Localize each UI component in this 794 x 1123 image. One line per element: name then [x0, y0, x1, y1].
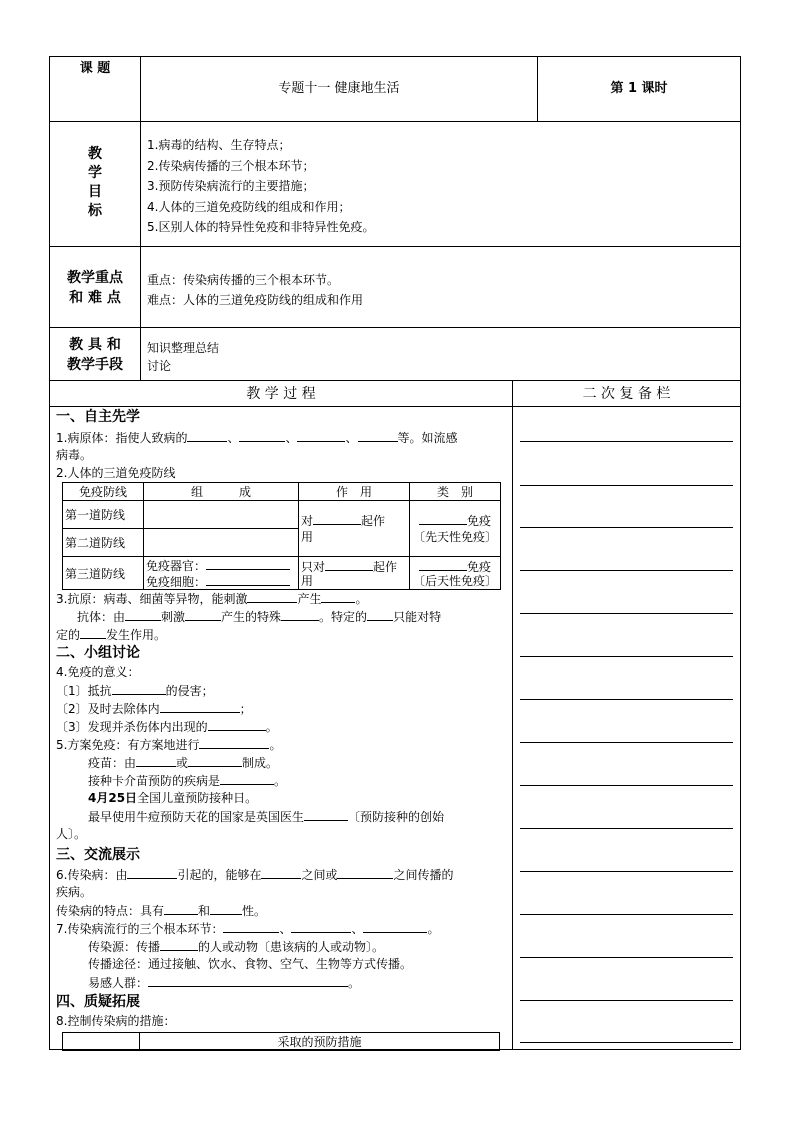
q7-route: 传播途径：通过接触、饮水、食物、空气、生物等方式传播。 [88, 957, 413, 971]
q5-jenner: 最早使用牛痘预防天花的国家是英国医生 〔预防接种的创始 [88, 810, 445, 824]
q4-item: 〔3〕发现并杀伤体内出现的 。 [56, 720, 278, 734]
review-line [520, 914, 733, 915]
defense-row: 第三道防线 免疫器官： 免疫细胞： 只对 起作 用 免疫 〔后天性免疫〕 [63, 557, 501, 590]
q5-line: 5.方案免疫：有方案地进行 。 [56, 738, 282, 752]
q2-title: 2.人体的三道免疫防线 [56, 466, 176, 480]
tools-label: 教 具 和 教学手段 [67, 337, 123, 373]
review-line [520, 441, 733, 442]
topic-title: 专题十一 健康地生活 [278, 81, 400, 96]
row-divider [50, 246, 740, 247]
objective-item: 3.预防传染病流行的主要措施； [147, 179, 315, 193]
q8-title: 8.控制传染病的措施： [56, 1014, 176, 1028]
q4-title: 4.免疫的意义： [56, 665, 140, 679]
section-extension: 四、质疑拓展 [56, 994, 140, 1010]
tool-item: 讨论 [147, 359, 172, 373]
q5-date: 4月25日全国儿童预防接种日。 [88, 791, 258, 805]
review-line [520, 957, 733, 958]
review-header: 二 次 复 备 栏 [582, 386, 671, 402]
review-line [520, 527, 733, 528]
objective-item: 1.病毒的结构、生存特点； [147, 138, 291, 152]
objective-item: 2.传染病传播的三个根本环节； [147, 158, 315, 173]
q3-line-2: 抗体：由 刺激 产生的特殊 。特定的 只能对特 [77, 610, 442, 624]
row-divider [50, 380, 740, 381]
process-header: 教 学 过 程 [246, 386, 316, 402]
key-points-label: 教学重点 和 难 点 [67, 270, 123, 306]
section-group-discussion: 二、小组讨论 [56, 645, 140, 661]
key-point: 重点：传染病传播的三个根本环节。 [147, 273, 340, 287]
q7-susceptible: 易感人群： 。 [88, 976, 361, 990]
tools-list [147, 339, 219, 375]
q7-source: 传染源：传播 的人或动物〔患该病的人或动物〕。 [88, 940, 385, 954]
objective-item: 4.人体的三道免疫防线的组成和作用； [147, 199, 351, 214]
objectives-list [147, 135, 374, 238]
measures-table [62, 1032, 500, 1051]
tool-item: 知识整理总结 [147, 341, 220, 355]
lesson-plan-page [49, 56, 741, 1050]
q1-line: 1.病原体：指使人致病的 、 、 、 等。如流感 [56, 431, 458, 445]
defense-table-header: 免疫防线 组 成 作 用 类 别 [63, 483, 501, 501]
review-line [520, 485, 733, 486]
review-line [520, 613, 733, 614]
topic-label: 课 题 [79, 61, 111, 76]
row-divider [50, 327, 740, 328]
section-self-study: 一、自主先学 [56, 409, 140, 425]
q5-jenner-2: 人〕。 [56, 827, 87, 841]
q5-bcg: 接种卡介苗预防的疾病是 。 [88, 774, 287, 788]
review-line [520, 871, 733, 872]
defense-table [62, 482, 501, 590]
objective-item: 5.区别人体的特异性免疫和非特异性免疫。 [147, 220, 375, 234]
key-points-text [147, 270, 363, 310]
q3-line-3: 定的 发生作用。 [56, 628, 167, 642]
measures-header: 采取的预防措施 [63, 1033, 500, 1051]
review-line [520, 742, 733, 743]
review-line [520, 1000, 733, 1001]
review-line [520, 785, 733, 786]
q6-line: 6.传染病：由 引起的，能够在 之间或 之间传播的 [56, 868, 454, 882]
q6-line-2: 疾病。 [56, 885, 93, 899]
q7-line: 7.传染病流行的三个根本环节： 、 、 。 [56, 922, 440, 936]
review-line [520, 699, 733, 700]
lesson-period: 第 1 课时 [610, 81, 668, 96]
row-divider [50, 121, 740, 122]
row-divider [50, 406, 740, 407]
q4-item: 〔1〕抵抗 的侵害； [56, 684, 214, 698]
defense-row: 第一道防线 对 起作 用 免疫 〔先天性免疫〕 [63, 501, 501, 529]
q3-line: 3.抗原：病毒、细菌等异物，能刺激 产生 。 [56, 592, 368, 606]
q4-item: 〔2〕及时去除体内 ； [56, 702, 252, 716]
review-line [520, 1042, 733, 1043]
q5-vaccine: 疫苗：由 或 制成。 [88, 756, 279, 770]
review-line [520, 828, 733, 829]
section-exchange: 三、交流展示 [56, 847, 140, 863]
col-divider [140, 57, 141, 380]
objectives-label: 教 学 目 标 [88, 146, 102, 219]
q1-line-2: 病毒。 [56, 448, 93, 462]
review-line [520, 570, 733, 571]
difficult-point: 难点：人体的三道免疫防线的组成和作用 [147, 293, 364, 307]
defense-row: 第二道防线 [63, 529, 501, 557]
q6-feature: 传染病的特点：具有 和 性。 [56, 904, 267, 918]
review-line [520, 656, 733, 657]
